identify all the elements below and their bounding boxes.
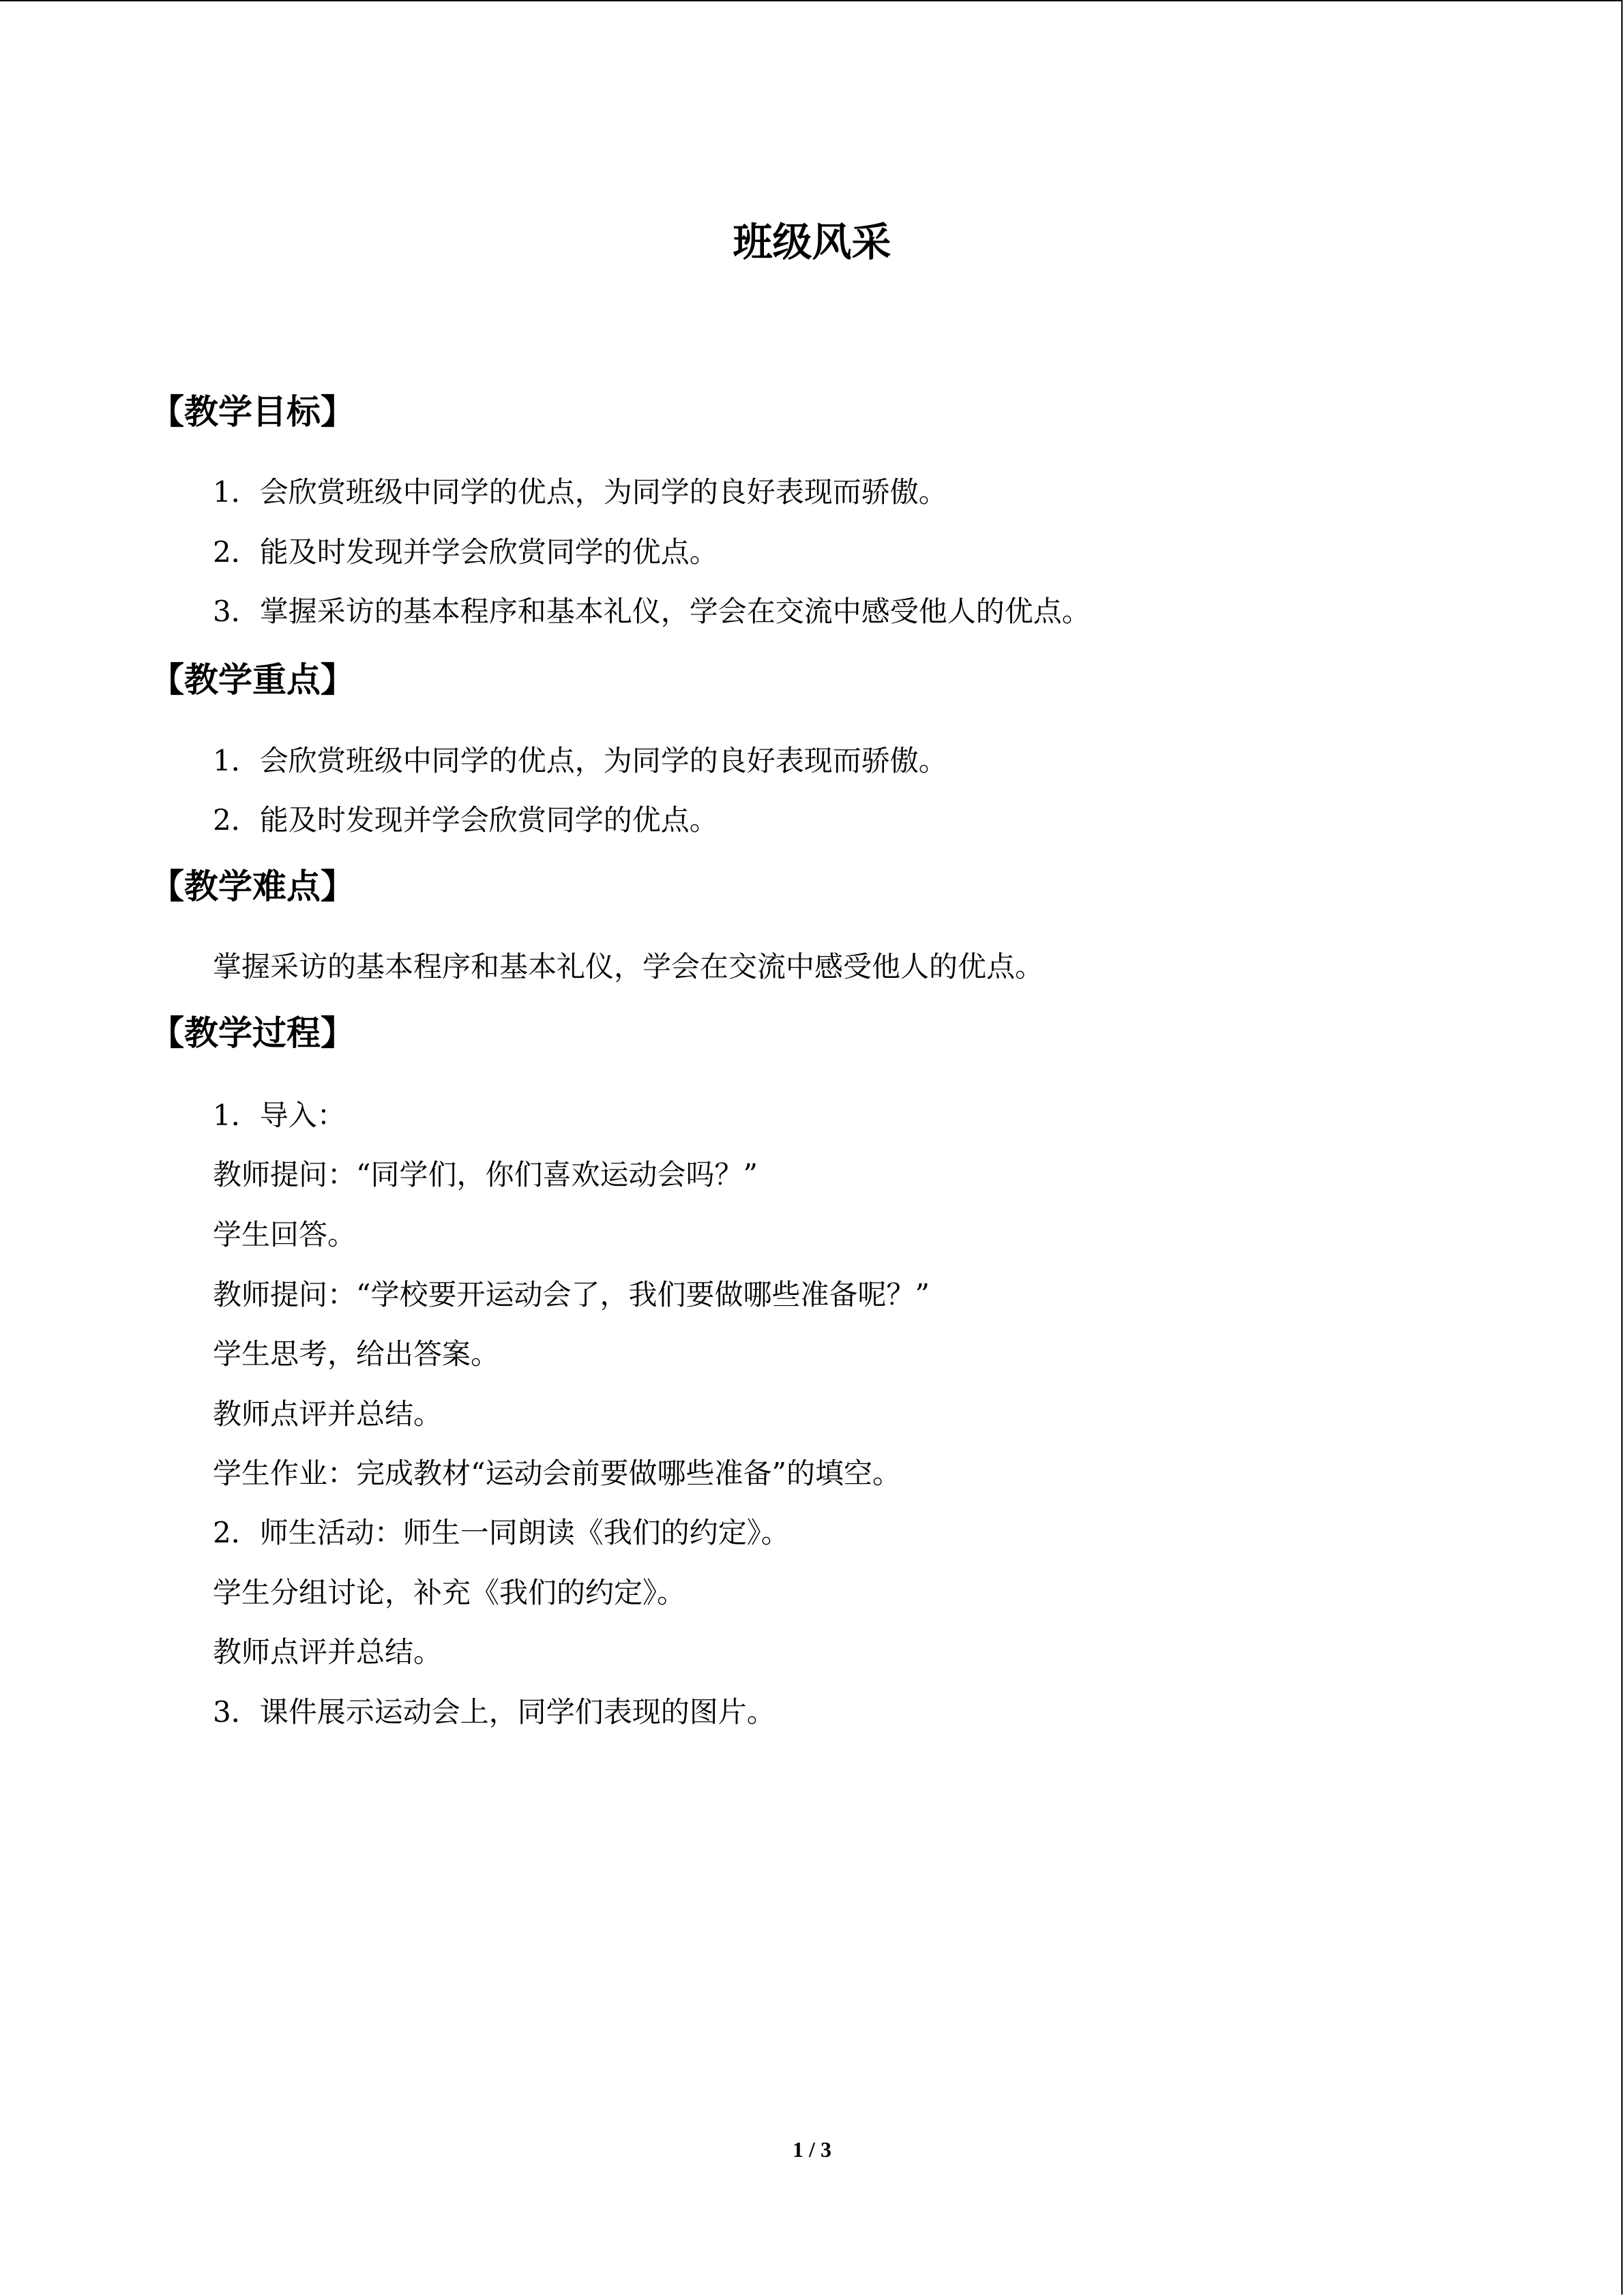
page-number: 1 / 3 xyxy=(793,2137,831,2162)
document-title: 班级风采 xyxy=(733,219,891,265)
objective-line: 3．掌握采访的基本程序和基本礼仪，学会在交流中感受他人的优点。 xyxy=(213,595,1091,628)
process-line: 学生回答。 xyxy=(213,1218,357,1251)
section-heading-key-points: 【教学重点】 xyxy=(150,660,355,700)
process-line: 教师点评并总结。 xyxy=(213,1635,443,1669)
process-line: 教师提问：“学校要开运动会了，我们要做哪些准备呢？” xyxy=(213,1278,930,1311)
process-line: 3．课件展示运动会上，同学们表现的图片。 xyxy=(213,1695,776,1729)
process-line: 教师提问：“同学们，你们喜欢运动会吗？” xyxy=(213,1158,758,1191)
section-heading-objectives: 【教学目标】 xyxy=(150,392,355,432)
key-point-line: 2．能及时发现并学会欣赏同学的优点。 xyxy=(213,803,718,837)
process-line: 2．师生活动：师生一同朗读《我们的约定》。 xyxy=(213,1516,790,1549)
process-line: 教师点评并总结。 xyxy=(213,1397,443,1431)
key-point-line: 1．会欣赏班级中同学的优点，为同学的良好表现而骄傲。 xyxy=(213,744,947,777)
objective-line: 2．能及时发现并学会欣赏同学的优点。 xyxy=(213,535,718,569)
process-line: 学生分组讨论，补充《我们的约定》。 xyxy=(213,1576,686,1609)
process-line: 学生思考，给出答案。 xyxy=(213,1337,500,1371)
section-heading-difficulties: 【教学难点】 xyxy=(150,867,355,906)
process-line: 学生作业：完成教材“运动会前要做哪些准备”的填空。 xyxy=(213,1457,901,1490)
section-heading-process: 【教学过程】 xyxy=(150,1013,355,1053)
process-line: 1．导入： xyxy=(213,1099,346,1132)
difficulty-line: 掌握采访的基本程序和基本礼仪，学会在交流中感受他人的优点。 xyxy=(213,950,1044,983)
objective-line: 1．会欣赏班级中同学的优点，为同学的良好表现而骄傲。 xyxy=(213,475,947,509)
